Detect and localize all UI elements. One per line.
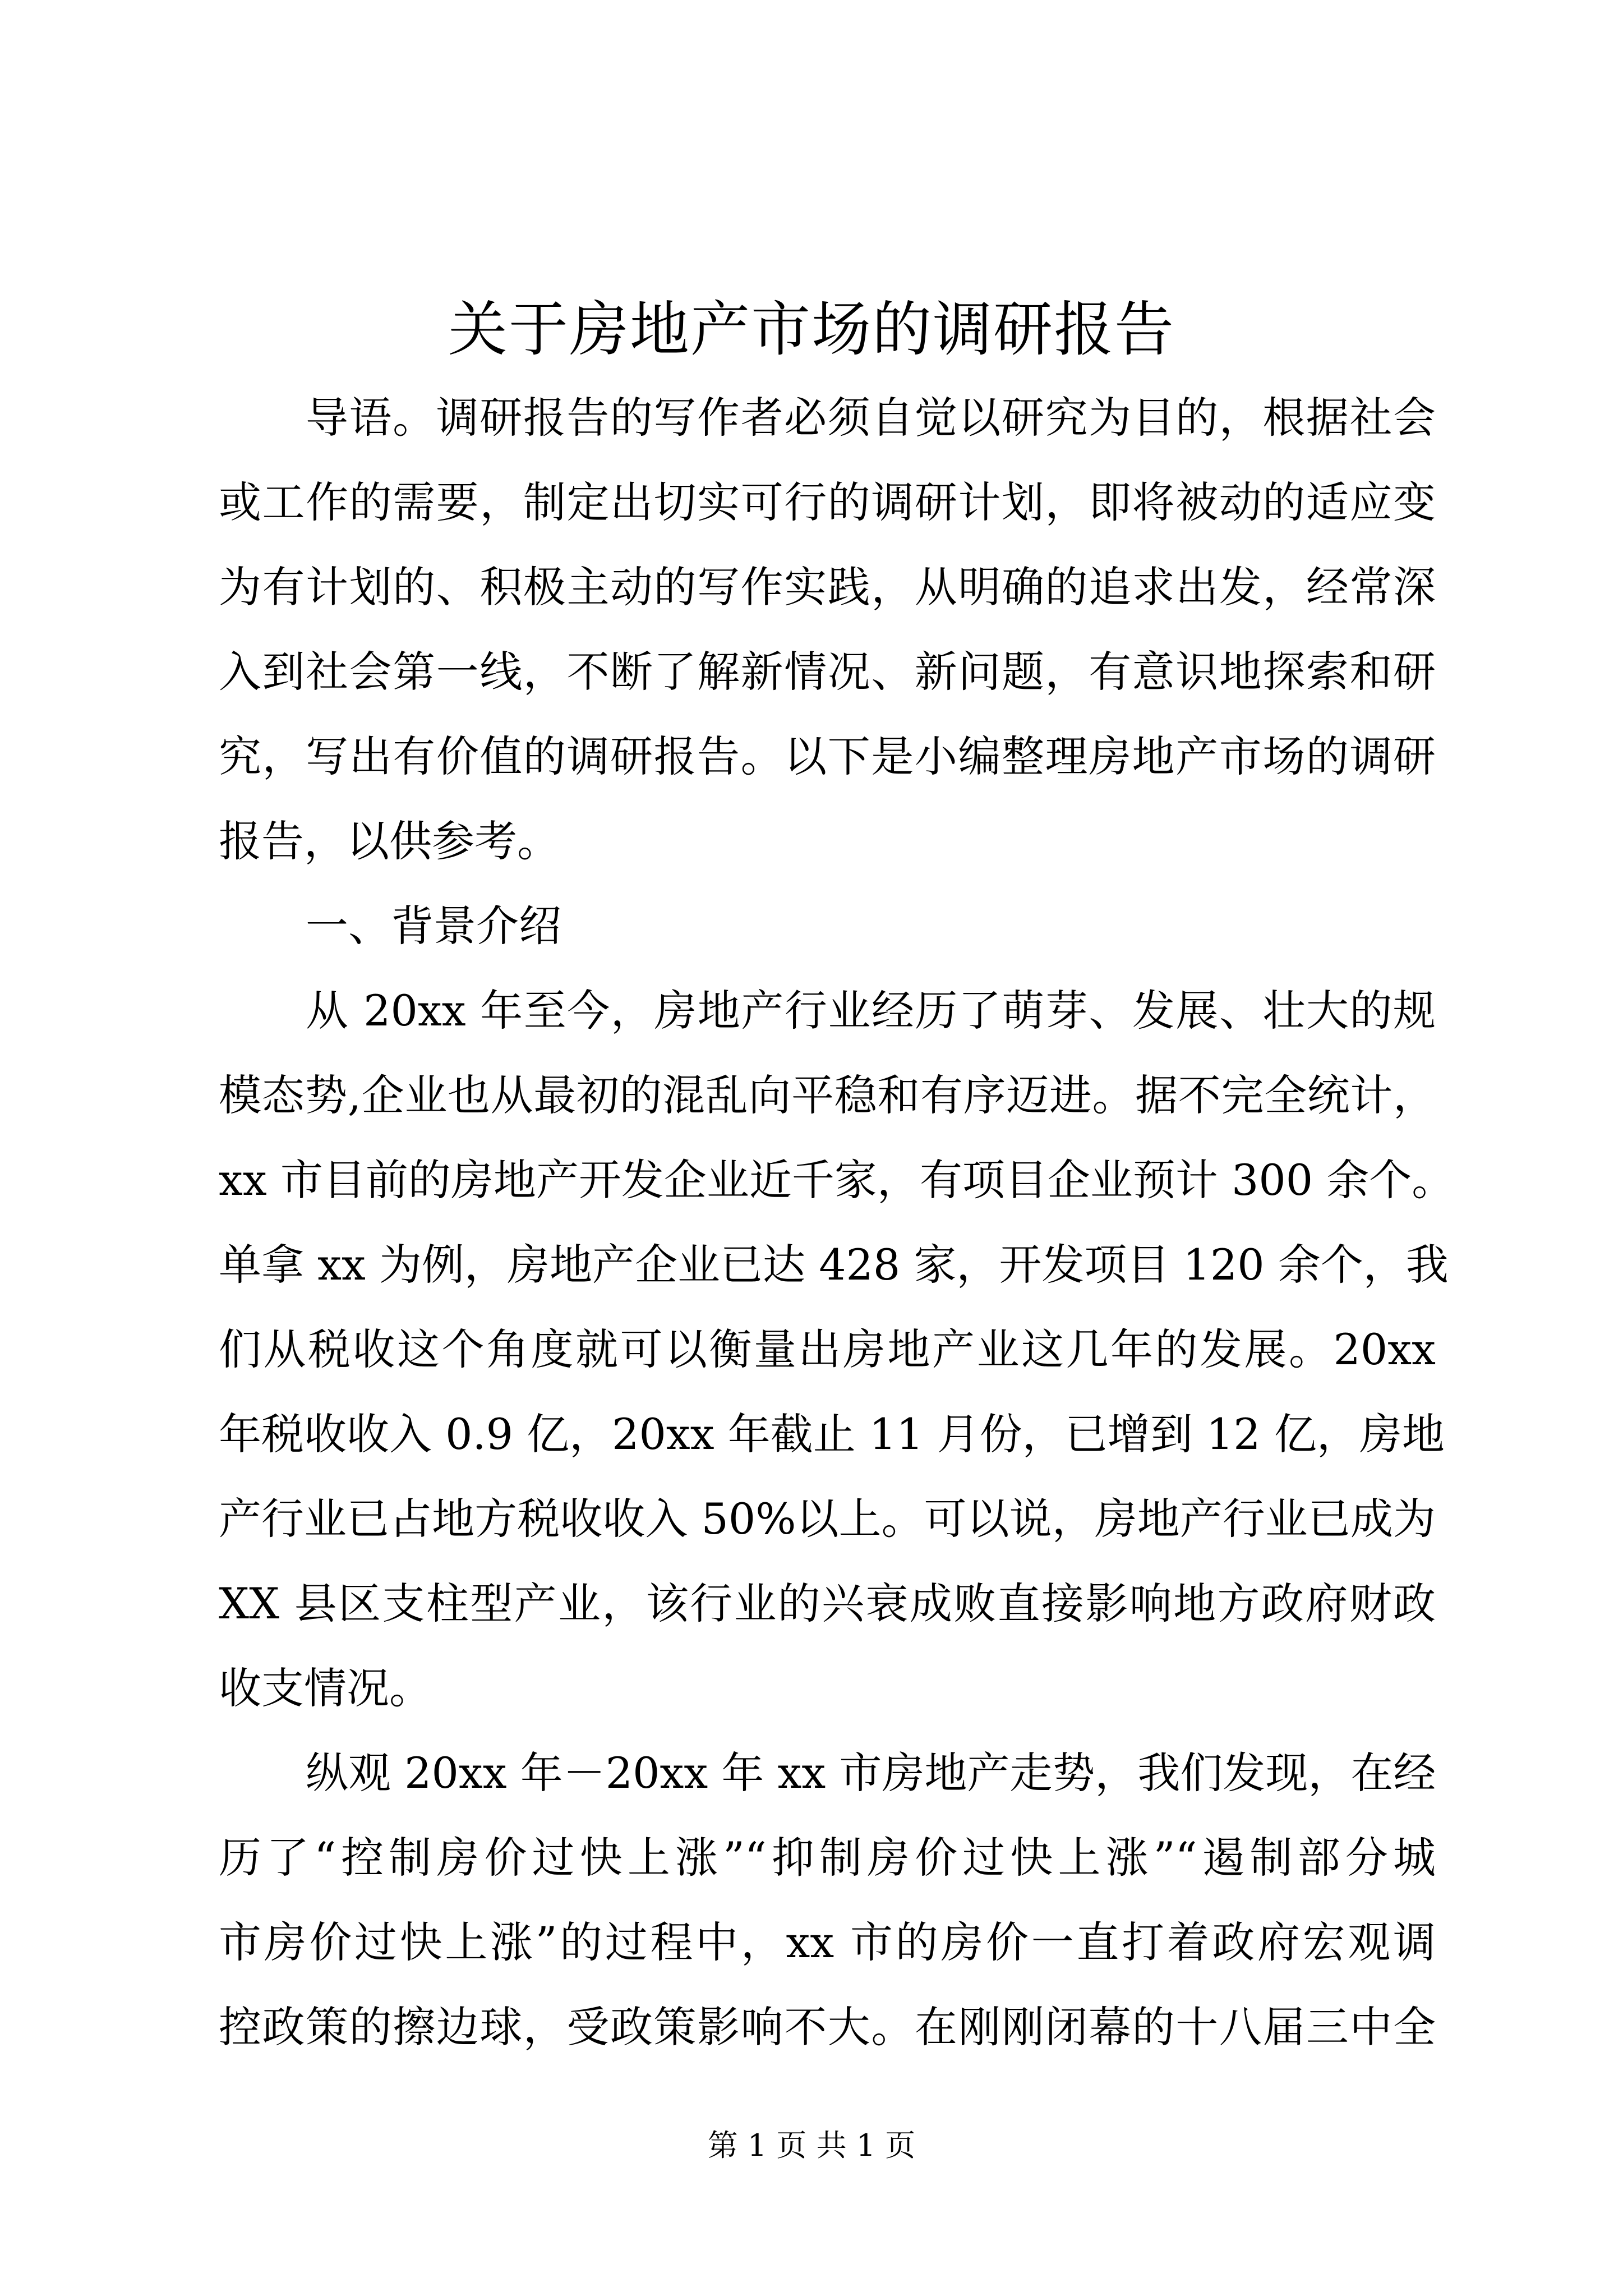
paragraph-line: 报告，以供参考。 bbox=[219, 816, 560, 866]
paragraph-line: 纵观 20xx 年－20xx 年 xx 市房地产走势，我们发现，在经 bbox=[306, 1748, 1436, 1798]
document-title: 关于房地产市场的调研报告 bbox=[448, 295, 1175, 364]
paragraph-line: 市房价过快上涨”的过程中，xx 市的房价一直打着政府宏观调 bbox=[219, 1917, 1436, 1967]
paragraph-line: 导语。调研报告的写作者必须自觉以研究为目的，根据社会 bbox=[306, 393, 1436, 443]
paragraph-line: 历了“控制房价过快上涨”“抑制房价过快上涨”“遏制部分城 bbox=[219, 1833, 1436, 1883]
paragraph-line: xx 市目前的房地产开发企业近千家，有项目企业预计 300 余个。 bbox=[219, 1155, 1455, 1205]
paragraph-line: 年税收收入 0.9 亿，20xx 年截止 11 月份，已增到 12 亿，房地 bbox=[219, 1409, 1445, 1459]
paragraph-line: 入到社会第一线，不断了解新情况、新问题，有意识地探索和研 bbox=[219, 647, 1436, 697]
paragraph-line: 收支情况。 bbox=[219, 1663, 432, 1713]
paragraph-line: 控政策的擦边球，受政策影响不大。在刚刚闭幕的十八届三中全 bbox=[219, 2002, 1436, 2052]
paragraph-line: 或工作的需要，制定出切实可行的调研计划，即将被动的适应变 bbox=[219, 477, 1436, 527]
paragraph-line: 产行业已占地方税收收入 50%以上。可以说，房地产行业已成为 bbox=[219, 1494, 1436, 1544]
page-number-footer: 第 1 页 共 1 页 bbox=[707, 2128, 916, 2163]
paragraph-line: 究，写出有价值的调研报告。以下是小编整理房地产市场的调研 bbox=[219, 731, 1436, 781]
paragraph-line: XX 县区支柱型产业，该行业的兴衰成败直接影响地方政府财政 bbox=[219, 1579, 1436, 1628]
paragraph-line: 为有计划的、积极主动的写作实践，从明确的追求出发，经常深 bbox=[219, 562, 1436, 612]
section-heading: 一、背景介绍 bbox=[306, 901, 561, 951]
paragraph-line: 模态势,企业也从最初的混乱向平稳和有序迈进。据不完全统计， bbox=[219, 1070, 1436, 1120]
paragraph-line: 单拿 xx 为例，房地产企业已达 428 家，开发项目 120 余个，我 bbox=[219, 1240, 1449, 1290]
paragraph-line: 从 20xx 年至今，房地产行业经历了萌芽、发展、壮大的规 bbox=[306, 986, 1436, 1036]
paragraph-line: 们从税收这个角度就可以衡量出房地产业这几年的发展。20xx bbox=[219, 1324, 1436, 1374]
